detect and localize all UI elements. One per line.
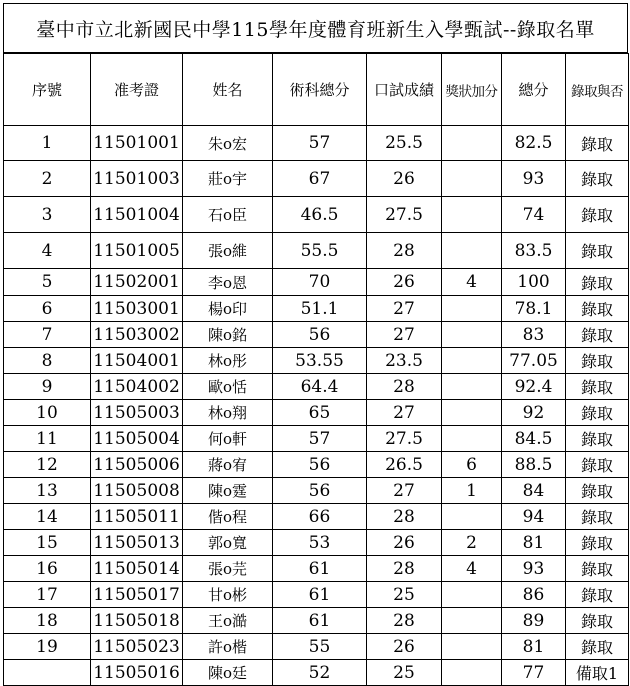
cell-admission-status: 錄取 <box>566 504 629 530</box>
table-row <box>4 426 629 452</box>
cell-skill-score: 66 <box>273 504 367 530</box>
cell-seq: 6 <box>4 296 91 322</box>
cell-name: 歐o恬 <box>183 374 273 400</box>
table-row <box>4 530 629 556</box>
cell-exam-id: 11505014 <box>91 556 183 582</box>
cell-award-bonus: 4 <box>442 556 502 582</box>
cell-oral-score: 28 <box>367 233 442 269</box>
cell-oral-score: 23.5 <box>367 348 442 374</box>
table-row <box>4 556 629 582</box>
cell-total: 84 <box>502 478 566 504</box>
cell-name: 甘o彬 <box>183 582 273 608</box>
header-award-bonus: 獎狀加分 <box>442 54 502 126</box>
cell-seq: 5 <box>4 269 91 296</box>
cell-skill-score: 57 <box>273 426 367 452</box>
cell-admission-status: 錄取 <box>566 556 629 582</box>
cell-oral-score: 28 <box>367 556 442 582</box>
cell-admission-status: 錄取 <box>566 582 629 608</box>
cell-seq: 2 <box>4 161 91 197</box>
table-row <box>4 233 629 269</box>
cell-skill-score: 64.4 <box>273 374 367 400</box>
cell-oral-score: 26.5 <box>367 452 442 478</box>
cell-admission-status: 錄取 <box>566 478 629 504</box>
cell-exam-id: 11501001 <box>91 126 183 161</box>
cell-total: 93 <box>502 161 566 197</box>
table-row <box>4 608 629 634</box>
cell-oral-score: 27 <box>367 322 442 348</box>
cell-award-bonus <box>442 296 502 322</box>
cell-admission-status: 錄取 <box>566 233 629 269</box>
header-admission-status: 錄取與否 <box>566 54 629 126</box>
cell-name: 林o彤 <box>183 348 273 374</box>
cell-award-bonus <box>442 348 502 374</box>
cell-total: 78.1 <box>502 296 566 322</box>
cell-exam-id: 11505018 <box>91 608 183 634</box>
cell-award-bonus <box>442 634 502 660</box>
cell-name: 郭o寬 <box>183 530 273 556</box>
cell-oral-score: 26 <box>367 530 442 556</box>
cell-oral-score: 27 <box>367 400 442 426</box>
table-row <box>4 322 629 348</box>
cell-seq: 19 <box>4 634 91 660</box>
cell-exam-id: 11505004 <box>91 426 183 452</box>
cell-admission-status: 錄取 <box>566 126 629 161</box>
cell-award-bonus <box>442 582 502 608</box>
cell-name: 張o維 <box>183 233 273 269</box>
table-row <box>4 478 629 504</box>
cell-skill-score: 67 <box>273 161 367 197</box>
cell-oral-score: 26 <box>367 634 442 660</box>
cell-seq: 7 <box>4 322 91 348</box>
header-seq: 序號 <box>4 54 91 126</box>
table-row <box>4 296 629 322</box>
cell-skill-score: 57 <box>273 126 367 161</box>
cell-skill-score: 61 <box>273 582 367 608</box>
table-row <box>4 504 629 530</box>
cell-admission-status: 錄取 <box>566 197 629 233</box>
cell-total: 81 <box>502 634 566 660</box>
cell-admission-status: 備取1 <box>566 660 629 686</box>
cell-skill-score: 56 <box>273 452 367 478</box>
cell-oral-score: 25 <box>367 660 442 686</box>
cell-award-bonus <box>442 400 502 426</box>
cell-seq: 3 <box>4 197 91 233</box>
cell-award-bonus <box>442 197 502 233</box>
table-row <box>4 197 629 233</box>
cell-admission-status: 錄取 <box>566 608 629 634</box>
cell-oral-score: 25.5 <box>367 126 442 161</box>
cell-seq: 15 <box>4 530 91 556</box>
cell-exam-id: 11503002 <box>91 322 183 348</box>
cell-skill-score: 52 <box>273 660 367 686</box>
cell-exam-id: 11501005 <box>91 233 183 269</box>
cell-exam-id: 11505016 <box>91 660 183 686</box>
cell-seq: 14 <box>4 504 91 530</box>
cell-award-bonus: 2 <box>442 530 502 556</box>
header-total: 總分 <box>502 54 566 126</box>
cell-name: 朱o宏 <box>183 126 273 161</box>
cell-total: 100 <box>502 269 566 296</box>
cell-award-bonus <box>442 233 502 269</box>
cell-admission-status: 錄取 <box>566 634 629 660</box>
table-row <box>4 660 629 686</box>
admission-list-sheet <box>3 3 628 686</box>
cell-award-bonus <box>442 126 502 161</box>
cell-total: 77 <box>502 660 566 686</box>
cell-seq: 13 <box>4 478 91 504</box>
cell-skill-score: 56 <box>273 322 367 348</box>
cell-admission-status: 錄取 <box>566 530 629 556</box>
cell-name: 王o澔 <box>183 608 273 634</box>
cell-seq: 9 <box>4 374 91 400</box>
cell-seq: 10 <box>4 400 91 426</box>
cell-exam-id: 11504001 <box>91 348 183 374</box>
cell-name: 楊o印 <box>183 296 273 322</box>
cell-oral-score: 26 <box>367 269 442 296</box>
cell-award-bonus <box>442 374 502 400</box>
cell-seq: 4 <box>4 233 91 269</box>
cell-oral-score: 27.5 <box>367 426 442 452</box>
table-row <box>4 582 629 608</box>
header-row <box>4 54 629 126</box>
cell-total: 83 <box>502 322 566 348</box>
cell-name: 張o芫 <box>183 556 273 582</box>
cell-seq: 12 <box>4 452 91 478</box>
table-row <box>4 126 629 161</box>
cell-award-bonus <box>442 608 502 634</box>
table-row <box>4 348 629 374</box>
cell-admission-status: 錄取 <box>566 374 629 400</box>
cell-total: 94 <box>502 504 566 530</box>
cell-exam-id: 11502001 <box>91 269 183 296</box>
cell-name: 陳o銘 <box>183 322 273 348</box>
cell-exam-id: 11505008 <box>91 478 183 504</box>
cell-oral-score: 27.5 <box>367 197 442 233</box>
cell-admission-status: 錄取 <box>566 426 629 452</box>
cell-name: 偕o程 <box>183 504 273 530</box>
table-row <box>4 400 629 426</box>
cell-oral-score: 28 <box>367 374 442 400</box>
cell-name: 蔣o宥 <box>183 452 273 478</box>
cell-total: 77.05 <box>502 348 566 374</box>
cell-skill-score: 61 <box>273 556 367 582</box>
cell-seq: 18 <box>4 608 91 634</box>
cell-skill-score: 55 <box>273 634 367 660</box>
cell-seq: 16 <box>4 556 91 582</box>
cell-name: 李o恩 <box>183 269 273 296</box>
cell-exam-id: 11504002 <box>91 374 183 400</box>
cell-name: 石o臣 <box>183 197 273 233</box>
cell-exam-id: 11505003 <box>91 400 183 426</box>
cell-skill-score: 51.1 <box>273 296 367 322</box>
cell-seq: 17 <box>4 582 91 608</box>
cell-oral-score: 27 <box>367 296 442 322</box>
cell-exam-id: 11505023 <box>91 634 183 660</box>
cell-admission-status: 錄取 <box>566 322 629 348</box>
cell-award-bonus <box>442 161 502 197</box>
cell-admission-status: 錄取 <box>566 296 629 322</box>
cell-award-bonus: 4 <box>442 269 502 296</box>
cell-oral-score: 26 <box>367 161 442 197</box>
cell-total: 74 <box>502 197 566 233</box>
header-oral-score: 口試成績 <box>367 54 442 126</box>
cell-award-bonus <box>442 660 502 686</box>
cell-oral-score: 28 <box>367 504 442 530</box>
header-exam-id: 准考證 <box>91 54 183 126</box>
cell-seq: 8 <box>4 348 91 374</box>
table-row <box>4 634 629 660</box>
cell-admission-status: 錄取 <box>566 452 629 478</box>
cell-skill-score: 53 <box>273 530 367 556</box>
cell-admission-status: 錄取 <box>566 269 629 296</box>
cell-admission-status: 錄取 <box>566 400 629 426</box>
cell-skill-score: 61 <box>273 608 367 634</box>
cell-oral-score: 28 <box>367 608 442 634</box>
cell-name: 陳o廷 <box>183 660 273 686</box>
table-row <box>4 374 629 400</box>
cell-award-bonus <box>442 426 502 452</box>
cell-total: 93 <box>502 556 566 582</box>
cell-total: 92.4 <box>502 374 566 400</box>
cell-name: 何o軒 <box>183 426 273 452</box>
table-row <box>4 161 629 197</box>
cell-seq <box>4 660 91 686</box>
cell-name: 陳o霆 <box>183 478 273 504</box>
cell-admission-status: 錄取 <box>566 348 629 374</box>
table-row <box>4 269 629 296</box>
cell-total: 84.5 <box>502 426 566 452</box>
cell-seq: 11 <box>4 426 91 452</box>
cell-exam-id: 11505017 <box>91 582 183 608</box>
cell-exam-id: 11503001 <box>91 296 183 322</box>
cell-exam-id: 11505006 <box>91 452 183 478</box>
cell-exam-id: 11501004 <box>91 197 183 233</box>
cell-oral-score: 25 <box>367 582 442 608</box>
cell-total: 82.5 <box>502 126 566 161</box>
cell-award-bonus <box>442 322 502 348</box>
cell-name: 莊o宇 <box>183 161 273 197</box>
admission-table <box>3 53 629 686</box>
cell-skill-score: 55.5 <box>273 233 367 269</box>
cell-exam-id: 11501003 <box>91 161 183 197</box>
cell-seq: 1 <box>4 126 91 161</box>
cell-award-bonus <box>442 504 502 530</box>
header-name: 姓名 <box>183 54 273 126</box>
cell-total: 86 <box>502 582 566 608</box>
cell-award-bonus: 6 <box>442 452 502 478</box>
cell-total: 92 <box>502 400 566 426</box>
cell-award-bonus: 1 <box>442 478 502 504</box>
cell-name: 林o翔 <box>183 400 273 426</box>
cell-skill-score: 46.5 <box>273 197 367 233</box>
cell-total: 81 <box>502 530 566 556</box>
table-row <box>4 452 629 478</box>
table-body <box>4 126 629 686</box>
cell-admission-status: 錄取 <box>566 161 629 197</box>
cell-total: 89 <box>502 608 566 634</box>
cell-skill-score: 56 <box>273 478 367 504</box>
header-skill-score: 術科總分 <box>273 54 367 126</box>
cell-exam-id: 11505011 <box>91 504 183 530</box>
document-title: 臺中市立北新國民中學115學年度體育班新生入學甄試--錄取名單 <box>3 3 628 53</box>
cell-skill-score: 53.55 <box>273 348 367 374</box>
cell-skill-score: 70 <box>273 269 367 296</box>
cell-name: 許o楷 <box>183 634 273 660</box>
cell-oral-score: 27 <box>367 478 442 504</box>
cell-total: 88.5 <box>502 452 566 478</box>
cell-exam-id: 11505013 <box>91 530 183 556</box>
cell-skill-score: 65 <box>273 400 367 426</box>
cell-total: 83.5 <box>502 233 566 269</box>
